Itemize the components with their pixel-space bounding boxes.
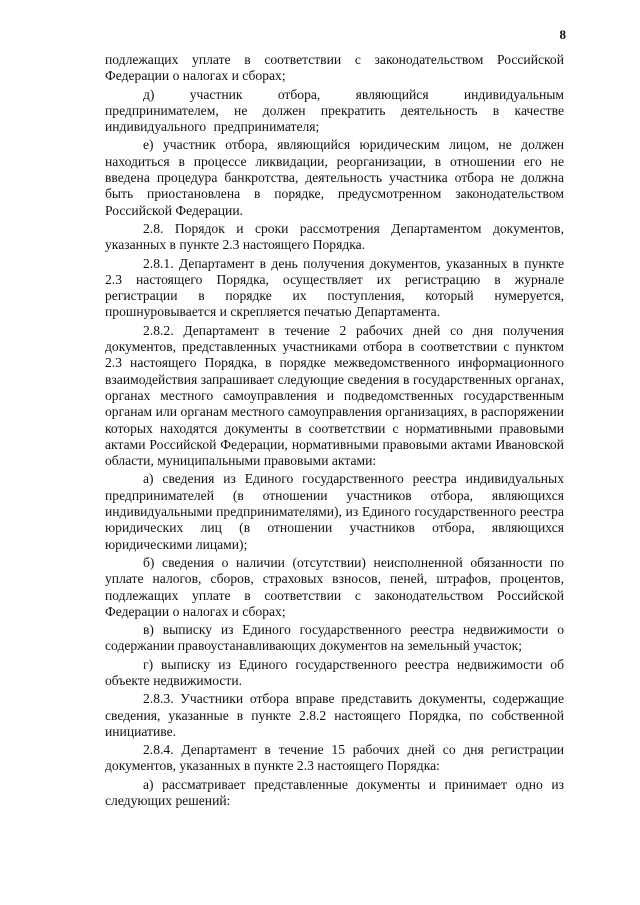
paragraph-2-8: 2.8. Порядок и сроки рассмотрения Департаментом документов, указанных в пункте 2.3 настоящего Порядка.	[105, 220, 564, 253]
paragraph-2-8-4: 2.8.4. Департамент в течение 15 рабочих дней со дня регистрации документов, указанных в пункте 2.3 настоящего Порядка:	[105, 742, 564, 774]
paragraph-2-8-2-b: б) сведения о наличии (отсутствии) неисполненной обязанности по уплате налогов, сборов, страховых взносов, пеней, штрафов, процентов, подлежащих уплате в соответствии с законодательством Российской Федерации о налогах и сборах;	[105, 554, 564, 619]
paragraph-2-8-3: 2.8.3. Участники отбора вправе представить документы, содержащие сведения, указанные в пункте 2.8.2 настоящего Порядка, по собственной инициативе.	[105, 691, 564, 739]
paragraph-2-8-2: 2.8.2. Департамент в течение 2 рабочих дней со дня получения документов, представленных участниками отбора в соответствии с пунктом 2.3 настоящего Порядка, в порядке межведомственного информационного взаимодействия запрашивает следующие сведения в государственных органах, органах местного самоуправления и подведомственных государственным органам или органам местного самоуправления организациях, в распоряжении которых находятся документы в соответствии с нормативными правовыми актами Российской Федерации, нормативными правовыми актами Ивановской области, муниципальными правовыми актами:	[105, 322, 564, 469]
paragraph-2-8-2-a: а) сведения из Единого государственного реестра индивидуальных предпринимателей (в отношении участников отбора, являющихся индивидуальными предпринимателями), из Единого государственного реестра юридических лиц (в отношении участников отбора, являющихся юридическими лицами);	[105, 471, 564, 552]
paragraph-item-e: е) участник отбора, являющийся юридическим лицом, не должен находиться в процессе ликвидации, реорганизации, в отношении его не введена процедура банкротства, деятельность участника отбора не должна быть приостановлена в порядке, предусмотренном законодательством Российской Федерации.	[105, 137, 564, 218]
paragraph-2-8-2-g: г) выписку из Единого государственного реестра недвижимости об объекте недвижимости.	[105, 656, 564, 688]
paragraph-2-8-1: 2.8.1. Департамент в день получения документов, указанных в пункте 2.3 настоящего Порядка, осуществляет их регистрацию в журнале регистрации в порядке их поступления, который нумеруется, прошнуровывается и скрепляется печатью Департамента.	[105, 255, 564, 320]
paragraph-2-8-4-a: а) рассматривает представленные документы и принимает одно из следующих решений:	[105, 776, 564, 809]
paragraph-item-d: д) участник отбора, являющийся индивидуальным предпринимателем, не должен прекратить деятельность в качестве индивидуального предпринимателя;	[105, 86, 564, 135]
paragraph-continuation: подлежащих уплате в соответствии с законодательством Российской Федерации о налогах и сборах;	[105, 52, 564, 84]
paragraph-2-8-2-v: в) выписку из Единого государственного реестра недвижимости о содержании правоустанавливающих документов на земельный участок;	[105, 622, 564, 654]
document-body	[105, 52, 564, 811]
page-number: 8	[559, 27, 566, 42]
